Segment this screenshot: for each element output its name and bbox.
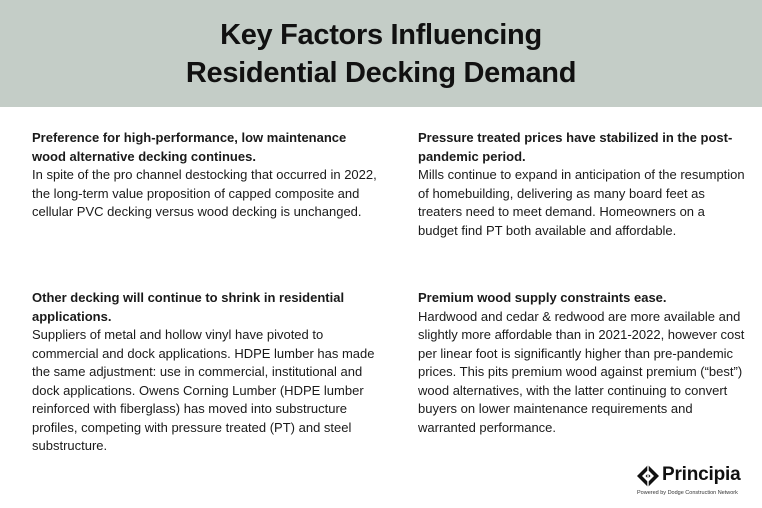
page-title <box>186 16 576 92</box>
factor-body: In spite of the pro channel destocking that occurred in 2022, the long-term value proposition of capped composite and cellular PVC decking versus wood decking is unchanged. <box>32 167 377 219</box>
page-title-line-2: Residential Decking Demand <box>185 56 577 89</box>
factor-body: Mills continue to expand in anticipation of the resumption of homebuilding, delivering as many board feet as treaters need to meet demand. Homeowners on a budget find PT both available and affordable. <box>418 167 745 238</box>
principia-diamond-icon <box>637 465 659 487</box>
factor-heading: Premium wood supply constraints ease. <box>418 290 667 305</box>
factor-block-pressure-treated <box>418 129 748 240</box>
logo-name: Principia <box>662 464 741 485</box>
factor-body: Suppliers of metal and hollow vinyl have pivoted to commercial and dock applications. HDPE lumber has made the same adjustment: use in commercial, institutional and dock applications. Owens Corning Lumber (HDPE lumber reinforced with fiberglass) has moved into substructure profiles, competing with pressure treated (PT) and steel substructure. <box>32 327 375 453</box>
header-banner <box>0 0 762 107</box>
factor-heading: Preference for high-performance, low maintenance wood alternative decking continues. <box>32 130 347 164</box>
factor-body: Hardwood and cedar & redwood are more available and slightly more affordable than in 2021-2022, however cost per linear foot is significantly higher than pre-pandemic prices. This pits premium wood against premium (“best”) wood alternatives, with the latter continuing to convert buyers on lower maintenance requirements and warranted performance. <box>418 308 745 435</box>
logo-tagline: Powered by Dodge Construction Network <box>637 490 738 496</box>
factor-block-premium-wood <box>418 289 748 437</box>
principia-logo <box>637 463 757 501</box>
factor-heading: Other decking will continue to shrink in residential applications. <box>32 290 345 324</box>
factor-heading: Pressure treated prices have stabilized in the post-pandemic period. <box>418 130 733 164</box>
factor-block-other-decking <box>32 289 377 456</box>
page-title-line-1: Key Factors Influencing <box>220 18 542 51</box>
factor-block-wood-alternative <box>32 129 377 222</box>
